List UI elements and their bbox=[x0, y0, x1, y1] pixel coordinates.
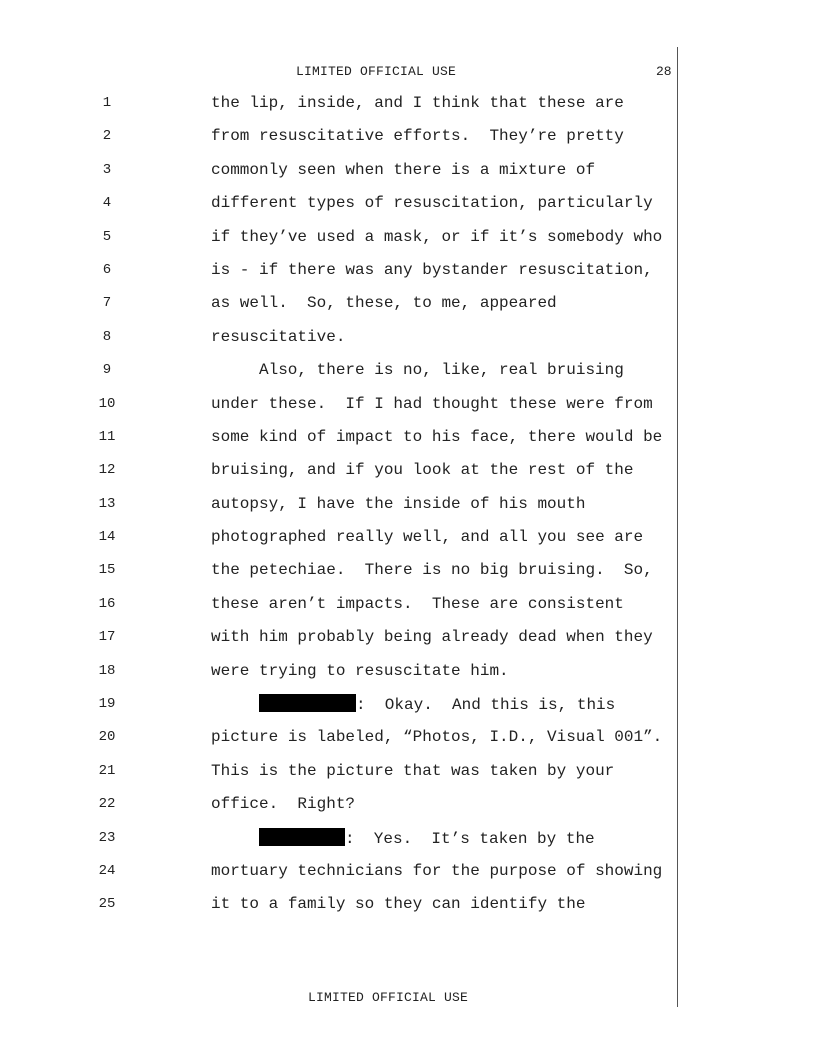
line-number: 12 bbox=[98, 462, 116, 479]
line-text: different types of resuscitation, particularly bbox=[211, 194, 653, 213]
line-text: under these. If I had thought these were from bbox=[211, 394, 653, 413]
line-text: the lip, inside, and I think that these are bbox=[211, 94, 624, 112]
transcript-line bbox=[0, 494, 816, 527]
line-text: commonly seen when there is a mixture of bbox=[211, 160, 596, 179]
line-text: resuscitative. bbox=[211, 327, 346, 346]
line-text: : Okay. And this is, this bbox=[356, 696, 616, 715]
line-text: bruising, and if you look at the rest of the bbox=[211, 461, 634, 480]
transcript-line bbox=[0, 727, 816, 760]
transcript-line bbox=[0, 93, 816, 126]
line-text: these aren’t impacts. These are consistent bbox=[211, 594, 624, 613]
transcript-line bbox=[0, 594, 816, 627]
transcript-line bbox=[0, 627, 816, 660]
transcript-lines bbox=[0, 93, 816, 928]
speaker-line bbox=[259, 694, 615, 715]
line-text: This is the picture that was taken by your bbox=[211, 761, 615, 780]
line-text: as well. So, these, to me, appeared bbox=[211, 294, 557, 313]
line-number: 14 bbox=[98, 529, 116, 546]
line-number: 16 bbox=[98, 595, 116, 612]
line-number: 24 bbox=[98, 862, 116, 879]
line-number: 9 bbox=[102, 362, 112, 379]
transcript-line bbox=[0, 227, 816, 260]
line-number: 21 bbox=[98, 762, 116, 779]
transcript-line bbox=[0, 293, 816, 326]
line-number: 20 bbox=[98, 729, 116, 746]
line-text: the petechiae. There is no big bruising. So, bbox=[211, 561, 653, 580]
transcript-line bbox=[0, 427, 816, 460]
line-text: is - if there was any bystander resuscitation, bbox=[211, 260, 653, 279]
line-number: 7 bbox=[102, 295, 112, 312]
line-number: 19 bbox=[98, 696, 116, 713]
line-number: 13 bbox=[98, 495, 116, 512]
line-text: were trying to resuscitate him. bbox=[211, 661, 509, 680]
line-text: from resuscitative efforts. They’re pretty bbox=[211, 127, 624, 146]
line-number: 2 bbox=[102, 128, 112, 145]
line-number: 18 bbox=[98, 662, 116, 679]
line-number: 25 bbox=[98, 896, 116, 913]
line-number: 4 bbox=[102, 195, 112, 212]
line-text: picture is labeled, “Photos, I.D., Visual 001”. bbox=[211, 728, 663, 747]
transcript-line bbox=[0, 894, 816, 927]
line-text: mortuary technicians for the purpose of showing bbox=[211, 861, 663, 880]
speaker-line bbox=[259, 828, 595, 849]
page-footer: LIMITED OFFICIAL USE bbox=[308, 990, 469, 1005]
page-number: 28 bbox=[656, 64, 672, 79]
transcript-line bbox=[0, 861, 816, 894]
line-number: 1 bbox=[102, 95, 112, 111]
line-number: 8 bbox=[102, 328, 112, 345]
redaction-block bbox=[259, 828, 345, 846]
line-text: with him probably being already dead when they bbox=[211, 628, 653, 647]
transcript-line bbox=[0, 828, 816, 861]
transcript-line bbox=[0, 694, 816, 727]
transcript-line bbox=[0, 460, 816, 493]
page-header: LIMITED OFFICIAL USE bbox=[296, 64, 457, 79]
line-number: 17 bbox=[98, 629, 116, 646]
line-number: 23 bbox=[98, 829, 116, 846]
transcript-line bbox=[0, 794, 816, 827]
transcript-line bbox=[0, 193, 816, 226]
line-text: photographed really well, and all you see are bbox=[211, 528, 644, 547]
transcript-line bbox=[0, 394, 816, 427]
line-number: 5 bbox=[102, 228, 112, 245]
line-number: 3 bbox=[102, 161, 112, 178]
line-text: if they’ve used a mask, or if it’s somebody who bbox=[211, 227, 663, 246]
line-number: 15 bbox=[98, 562, 116, 579]
transcript-line bbox=[0, 160, 816, 193]
transcript-line bbox=[0, 327, 816, 360]
transcript-line bbox=[0, 360, 816, 393]
line-number: 22 bbox=[98, 796, 116, 813]
line-text: office. Right? bbox=[211, 795, 356, 814]
transcript-line bbox=[0, 126, 816, 159]
transcript-line bbox=[0, 761, 816, 794]
line-text: : Yes. It’s taken by the bbox=[345, 829, 595, 848]
transcript-line bbox=[0, 527, 816, 560]
line-number: 11 bbox=[98, 428, 116, 445]
line-number: 10 bbox=[98, 395, 116, 412]
line-text: some kind of impact to his face, there would be bbox=[211, 427, 663, 446]
transcript-line bbox=[0, 661, 816, 694]
line-text: autopsy, I have the inside of his mouth bbox=[211, 494, 586, 513]
redaction-block bbox=[259, 694, 356, 712]
line-text: it to a family so they can identify the bbox=[211, 895, 586, 914]
line-text: Also, there is no, like, real bruising bbox=[259, 361, 624, 380]
line-number: 6 bbox=[102, 261, 112, 278]
transcript-line bbox=[0, 260, 816, 293]
transcript-line bbox=[0, 560, 816, 593]
